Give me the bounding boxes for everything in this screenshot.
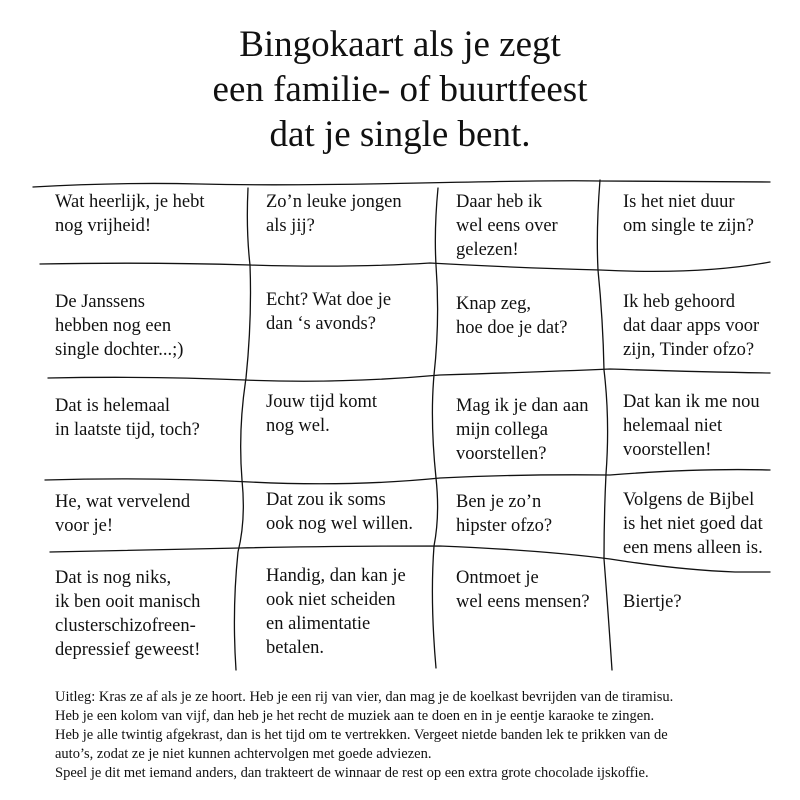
- grid-line-h2: [40, 262, 770, 271]
- title-line-1: Bingokaart als je zegt: [239, 24, 561, 65]
- instructions-line-2: Heb je een kolom van vijf, dan heb je het recht de muziek aan te doen en in je eentje karaoke te zingen.: [55, 708, 655, 724]
- bingo-cell: Volgens de Bijbel is het niet goed dat een mens alleen is.: [623, 490, 763, 558]
- bingo-cell: He, wat vervelend voor je!: [55, 492, 191, 536]
- bingo-cell: Wat heerlijk, je hebt nog vrijheid!: [55, 192, 205, 236]
- bingo-cell: Biertje?: [623, 592, 682, 612]
- instructions-line-5: Speel je dit met iemand anders, dan trakteert de winnaar de rest op een extra grote chocolade ijskoffie.: [55, 765, 649, 781]
- bingo-cell: De Janssens hebben nog een single dochter...;): [55, 292, 184, 360]
- bingo-cell: Jouw tijd komt nog wel.: [266, 392, 378, 436]
- bingo-cell: Dat is nog niks, ik ben ooit manisch clusterschizofreen- depressief geweest!: [55, 568, 201, 660]
- bingo-cell: Ik heb gehoord dat daar apps voor zijn, Tinder ofzo?: [623, 292, 760, 360]
- bingo-cell: Is het niet duur om single te zijn?: [623, 192, 755, 236]
- bingo-cell: Mag ik je dan aan mijn collega voorstellen?: [456, 396, 589, 464]
- title-line-2: een familie- of buurtfeest: [212, 69, 588, 110]
- instructions: [55, 688, 775, 783]
- grid-line-h4: [45, 470, 770, 484]
- bingo-cell: Dat zou ik soms ook nog wel willen.: [266, 490, 413, 534]
- bingo-cell: Dat is helemaal in laatste tijd, toch?: [55, 396, 200, 440]
- instructions-line-3: Heb je alle twintig afgekrast, dan is het tijd om te vertrekken. Vergeet nietde banden lek te prikken van de: [55, 727, 668, 743]
- grid-line-h1: [33, 181, 770, 187]
- bingo-cell: Handig, dan kan je ook niet scheiden en alimentatie betalen.: [266, 566, 406, 658]
- instructions-line-4: auto’s, zodat ze je niet kunnen achtervolgen met goede adviezen.: [55, 746, 432, 762]
- bingo-cell: Knap zeg, hoe doe je dat?: [456, 294, 568, 338]
- bingo-cell: Ontmoet je wel eens mensen?: [456, 568, 590, 612]
- bingo-cell: Dat kan ik me nou helemaal niet voorstellen!: [623, 392, 760, 460]
- instructions-line-1: Uitleg: Kras ze af als je ze hoort. Heb je een rij van vier, dan mag je de koelkast bevrijden van de tiramisu.: [55, 689, 674, 705]
- title-line-3: dat je single bent.: [269, 114, 531, 155]
- bingo-cell: Echt? Wat doe je dan ‘s avonds?: [266, 290, 392, 334]
- bingo-cell: Zo’n leuke jongen als jij?: [266, 192, 402, 236]
- grid-line-h3: [48, 369, 770, 381]
- bingo-cell: Ben je zo’n hipster ofzo?: [456, 492, 553, 536]
- bingo-cell: Daar heb ik wel eens over gelezen!: [456, 192, 558, 260]
